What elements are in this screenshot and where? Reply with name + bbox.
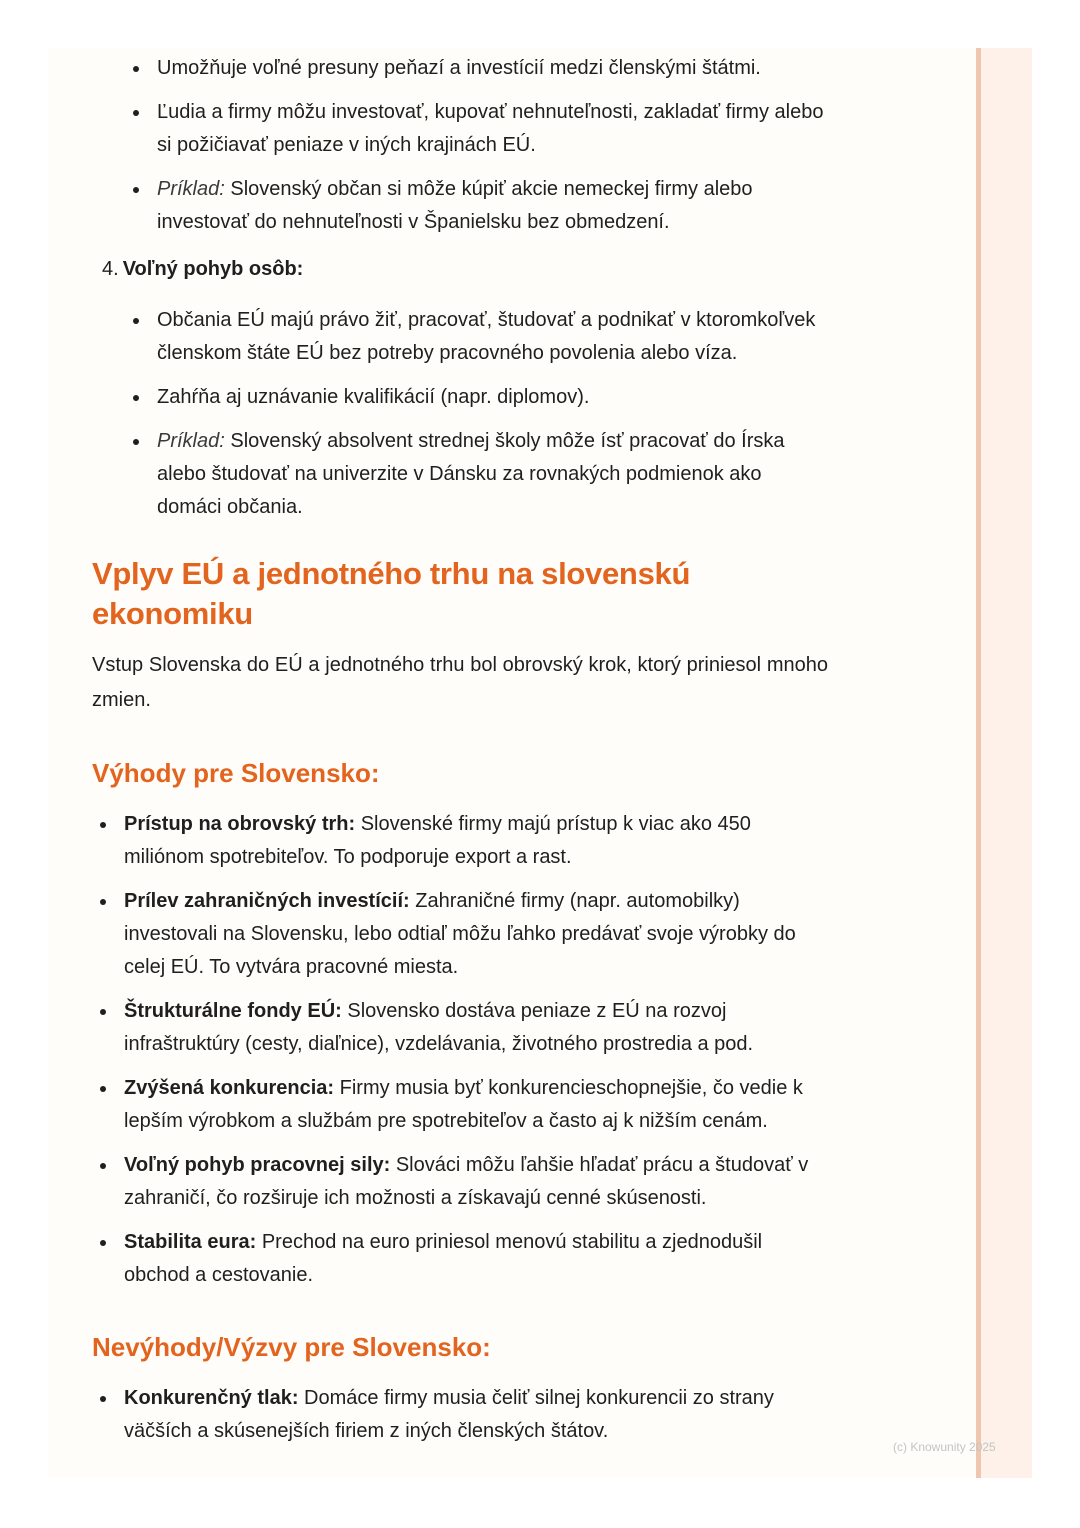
list-item: Príklad: Slovenský absolvent strednej školy môže ísť pracovať do Írska alebo študovať na univerzite v Dánsku za rovnakých podmienok ako domáci občania. (157, 425, 828, 524)
disadvantages-list (124, 1382, 828, 1448)
bullet-dot-icon (133, 187, 139, 193)
advantages-list (124, 808, 828, 1292)
persons-bullet-list (157, 304, 828, 524)
section-heading: Vplyv EÚ a jednotného trhu na slovenskú ekonomiku (92, 556, 691, 631)
list-item: Stabilita eura: Prechod na euro priniesol menovú stabilitu a zjednodušil obchod a cestovanie. (124, 1226, 828, 1292)
bullet-dot-icon (100, 899, 106, 905)
numbered-item-4 (102, 253, 828, 286)
advantages-heading: Výhody pre Slovensko: (92, 758, 380, 788)
capital-bullet-list (157, 52, 828, 239)
document-content (92, 52, 828, 1459)
list-item: Štrukturálne fondy EÚ: Slovensko dostáva peniaze z EÚ na rozvoj infraštruktúry (cesty, diaľnice), vzdelávania, životného prostredia a pod. (124, 995, 828, 1061)
bullet-dot-icon (100, 1009, 106, 1015)
list-item: Umožňuje voľné presuny peňazí a investícií medzi členskými štátmi. (157, 52, 828, 85)
bullet-dot-icon (100, 1163, 106, 1169)
item-number: 4. (102, 258, 119, 280)
side-panel (976, 48, 1032, 1478)
list-item: Príklad: Slovenský občan si môže kúpiť akcie nemeckej firmy alebo investovať do nehnuteľnosti v Španielsku bez obmedzení. (157, 173, 828, 239)
list-item: Konkurenčný tlak: Domáce firmy musia čeliť silnej konkurencii zo strany väčších a skúsenejších firiem z iných členských štátov. (124, 1382, 828, 1448)
bullet-dot-icon (100, 822, 106, 828)
list-item: Prílev zahraničných investícií: Zahraničné firmy (napr. automobilky) investovali na Slovensku, lebo odtiaľ môžu ľahko predávať svoje výrobky do celej EÚ. To vytvára pracovné miesta. (124, 885, 828, 984)
bullet-dot-icon (100, 1086, 106, 1092)
bullet-dot-icon (133, 66, 139, 72)
list-item: Voľný pohyb pracovnej sily: Slováci môžu ľahšie hľadať prácu a študovať v zahraničí, čo rozširuje ich možnosti a získavajú cenné skúsenosti. (124, 1149, 828, 1215)
bullet-dot-icon (100, 1240, 106, 1246)
bullet-dot-icon (133, 318, 139, 324)
bullet-dot-icon (100, 1396, 106, 1402)
list-item: Zahŕňa aj uznávanie kvalifikácií (napr. diplomov). (157, 381, 828, 414)
bullet-dot-icon (133, 395, 139, 401)
list-item: Prístup na obrovský trh: Slovenské firmy majú prístup k viac ako 450 miliónom spotrebiteľov. To podporuje export a rast. (124, 808, 828, 874)
list-item: Zvýšená konkurencia: Firmy musia byť konkurencieschopnejšie, čo vedie k lepším výrobkom a službám pre spotrebiteľov a často aj k nižším cenám. (124, 1072, 828, 1138)
intro-paragraph: Vstup Slovenska do EÚ a jednotného trhu bol obrovský krok, ktorý priniesol mnoho zmien. (92, 654, 828, 711)
example-label: Príklad: (157, 178, 225, 200)
list-item: Občania EÚ majú právo žiť, pracovať, študovať a podnikať v ktoromkoľvek členskom štáte EÚ bez potreby pracovného povolenia alebo víza. (157, 304, 828, 370)
list-item: Ľudia a firmy môžu investovať, kupovať nehnuteľnosti, zakladať firmy alebo si požičiavať peniaze v iných krajinách EÚ. (157, 96, 828, 162)
item-title: Voľný pohyb osôb: (122, 258, 304, 280)
disadvantages-heading: Nevýhody/Výzvy pre Slovensko: (92, 1332, 491, 1362)
watermark: (c) Knowunity 2025 (893, 1440, 996, 1454)
bullet-dot-icon (133, 110, 139, 116)
bullet-dot-icon (133, 439, 139, 445)
example-label: Príklad: (157, 430, 225, 452)
